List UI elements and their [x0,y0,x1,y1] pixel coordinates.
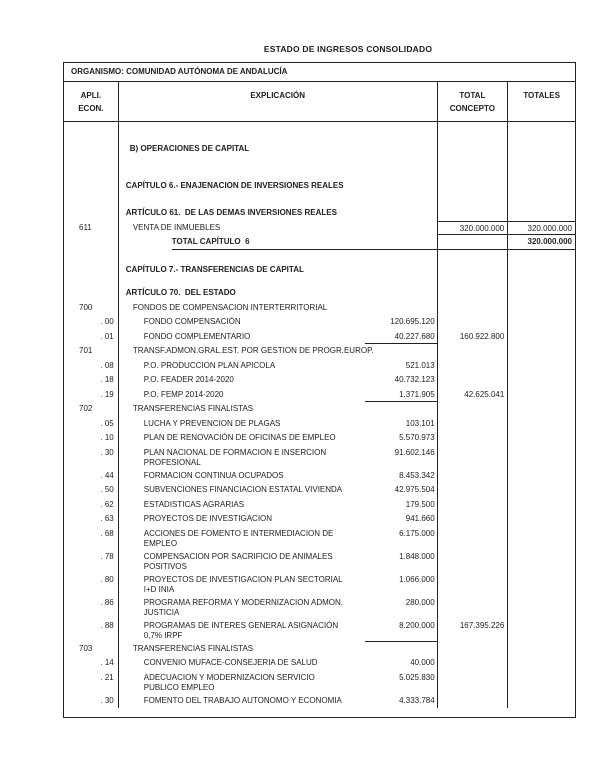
row-detail-amount: 103.101 [405,418,435,428]
spacer-row [64,157,575,179]
row-code [64,573,118,596]
table-row [64,263,575,278]
row-detail-amount: 8.453.342 [399,470,435,480]
row-concepto-value: 160.922.800 [459,331,505,341]
row-explicacion [118,277,437,286]
row-explicacion [118,373,437,388]
row-code-text: . 30 [100,447,114,457]
table-row [64,179,575,194]
row-explicacion [118,157,437,179]
row-concepto-amount [437,179,508,194]
row-explicacion [118,301,437,316]
table-row [64,527,575,550]
row-code [64,656,118,671]
row-text: COMPENSACION POR SACRIFICIO DE ANIMALES POSITIVOS [143,551,335,571]
row-text: ACCIONES DE FOMENTO E INTERMEDIACION DE EMPLEO [143,528,336,548]
row-text: CAPÍTULO 6.- ENAJENACION DE INVERSIONES REALES [125,180,344,190]
row-code [64,315,118,330]
row-totales-amount [507,619,575,642]
row-concepto-amount [437,359,508,374]
table-row [64,642,575,657]
table-row [64,671,575,694]
spacer-row [64,277,575,286]
row-explicacion [118,315,437,330]
row-detail-amount: 941.660 [405,514,435,523]
row-text: PROGRAMAS DE INTERES GENERAL ASIGNACIÓN 0,7% IRPF [143,620,341,640]
row-code-text: . 50 [100,485,114,494]
row-totales-amount [507,402,575,417]
row-explicacion [118,694,437,709]
row-explicacion [118,359,437,374]
column-header-apli-econ [64,82,118,121]
table-body [64,122,575,717]
row-detail-amount: 5.025.830 [399,672,435,682]
row-code-text: . 62 [100,499,114,509]
row-text: FOMENTO DEL TRABAJO AUTONOMO Y ECONOMIA [143,695,342,705]
table-row [64,550,575,573]
row-code-text: . 30 [100,695,114,705]
row-explicacion [118,642,437,657]
column-headers [64,82,575,122]
row-explicacion [118,431,437,446]
row-concepto-amount [437,193,508,206]
row-totales-amount [507,263,575,278]
table-row [64,315,575,330]
column-header-total-concepto [437,82,508,121]
row-totales-amount [507,277,575,286]
row-code [64,142,118,157]
row-code [64,498,118,513]
row-totales-amount [507,694,575,709]
document-title: ESTADO DE INGRESOS CONSOLIDADO [263,44,433,54]
row-code-text: . 01 [100,331,114,341]
row-detail-amount: 8.200.000 [399,620,435,630]
table-row [64,301,575,316]
row-text: PLAN NACIONAL DE FORMACION E INSERCION PROFESIONAL [143,447,329,467]
row-concepto-amount [437,122,508,142]
row-code-text: . 05 [100,418,114,428]
row-totales-amount [507,656,575,671]
row-concepto-amount [437,315,508,330]
row-text: PROGRAMA REFORMA Y MODERNIZACION ADMON. JUSTICIA [143,597,346,617]
column-header-concepto-line1: TOTAL [459,91,486,100]
row-text: ARTÍCULO 61. DE LAS DEMAS INVERSIONES REALES [125,208,337,217]
row-code-text: 611 [79,222,92,232]
row-totales-amount [507,483,575,498]
table-row [64,498,575,513]
row-code-text: . 08 [100,360,114,370]
table-row [64,359,575,374]
row-totales-value: 320.000.000 [527,237,573,246]
row-totales-amount [507,596,575,619]
column-header-apli-line2: ECON. [78,104,104,113]
row-code-text: . 88 [100,620,114,630]
row-text: PROYECTOS DE INVESTIGACION [143,514,273,523]
row-totales-amount [507,142,575,157]
table-row [64,330,575,345]
row-concepto-amount [437,656,508,671]
row-text: PROYECTOS DE INVESTIGACION PLAN SECTORIAL I+D INIA [143,574,345,594]
column-header-explicacion: EXPLICACIÓN [118,82,437,121]
row-explicacion [118,483,437,498]
table-row [64,469,575,484]
row-code [64,250,118,263]
row-text: FONDOS DE COMPENSACION INTERTERRITORIAL [132,302,328,312]
row-totales-amount [507,446,575,469]
row-code [64,402,118,417]
row-explicacion [118,512,437,527]
row-explicacion [118,596,437,619]
row-explicacion [118,193,437,206]
row-concepto-amount [437,431,508,446]
row-totales-amount [507,330,575,345]
row-text: ESTADISTICAS AGRARIAS [143,499,245,509]
row-code-text: . 44 [100,470,114,480]
row-concepto-amount [437,573,508,596]
table-row [64,221,575,236]
row-concepto-amount [437,206,508,221]
row-totales-amount [507,373,575,388]
row-concepto-amount [437,694,508,709]
row-concepto-amount [437,642,508,657]
row-totales-amount [507,417,575,432]
row-concepto-amount [437,671,508,694]
row-text: CONVENIO MUFACE-CONSEJERIA DE SALUD [143,658,318,667]
row-totales-amount [507,527,575,550]
row-totales-amount [507,221,575,236]
row-totales-amount [507,573,575,596]
row-detail-amount: 91.602.146 [394,447,435,457]
row-code [64,263,118,278]
row-explicacion [118,573,437,596]
row-concepto-amount [437,619,508,642]
row-totales-amount [507,431,575,446]
row-text: P.O. FEMP 2014-2020 [143,389,224,399]
row-totales-amount [507,359,575,374]
row-code [64,469,118,484]
row-code [64,446,118,469]
row-text: FORMACION CONTINUA OCUPADOS [143,470,284,480]
row-concepto-amount [437,402,508,417]
row-concepto-amount [437,469,508,484]
row-totales-amount [507,122,575,142]
row-code [64,193,118,206]
row-code-text: . 21 [100,672,114,682]
table-row [64,206,575,221]
row-explicacion [118,619,437,642]
table-row [64,417,575,432]
row-explicacion [118,142,437,157]
row-text: SUBVENCIONES FINANCIACION ESTATAL VIVIENDA [143,485,343,494]
table-row [64,619,575,642]
row-detail-amount: 5.570.973 [399,433,435,442]
row-concepto-amount [437,498,508,513]
row-code-text: . 14 [100,658,114,667]
table-row [64,373,575,388]
table-row [64,446,575,469]
row-totales-amount [507,550,575,573]
row-totales-amount [507,671,575,694]
table-row [64,286,575,301]
spacer-row [64,250,575,263]
row-explicacion [118,527,437,550]
row-text: CAPÍTULO 7.- TRANSFERENCIAS DE CAPITAL [125,264,304,274]
row-text: LUCHA Y PREVENCION DE PLAGAS [143,418,281,428]
row-totales-amount [507,235,575,250]
row-concepto-amount [437,512,508,527]
row-explicacion [118,221,437,236]
row-explicacion [118,388,437,403]
row-explicacion [118,250,437,263]
row-concepto-amount [437,263,508,278]
row-detail-amount: 4.333.784 [399,695,435,705]
column-header-apli-line1: APLI. [80,91,102,100]
table-row [64,142,575,157]
table-row [64,344,575,359]
row-code-text: . 00 [100,317,114,326]
row-explicacion [118,469,437,484]
row-code-text: . 86 [100,597,114,607]
row-code [64,330,118,345]
row-concepto-amount [437,344,508,359]
row-detail-amount: 42.975.504 [394,485,435,494]
row-concepto-amount [437,277,508,286]
income-table [63,62,576,718]
row-detail-amount: 40.732.123 [394,375,435,384]
row-totales-amount [507,388,575,403]
spacer-row [64,122,575,142]
row-text: TRANSFERENCIAS FINALISTAS [132,404,254,413]
row-detail-amount: 40.227.680 [394,331,435,341]
row-text: ADECUACION Y MODERNIZACION SERVICIO PUBLICO EMPLEO [143,672,318,692]
table-row [64,235,575,250]
row-code [64,694,118,709]
row-totales-amount [507,301,575,316]
organismo-header: ORGANISMO: COMUNIDAD AUTÓNOMA DE ANDALUCÍA [64,63,575,82]
row-code [64,206,118,221]
row-text: FONDO COMPENSACIÓN [143,317,241,326]
row-concepto-value: 167.395.226 [459,620,505,630]
row-explicacion [118,550,437,573]
table-row [64,512,575,527]
row-detail-amount: 1.848.000 [399,551,435,561]
row-totales-amount [507,642,575,657]
row-code-text: . 68 [100,528,114,538]
row-text: VENTA DE INMUEBLES [132,222,221,232]
row-totales-amount [507,179,575,194]
row-code-text: . 18 [100,375,114,384]
row-concepto-amount [437,550,508,573]
row-code [64,344,118,359]
row-code-text: 702 [79,404,93,413]
row-explicacion [118,671,437,694]
row-code [64,301,118,316]
row-code [64,483,118,498]
row-concepto-amount [437,250,508,263]
table-row [64,656,575,671]
row-totales-amount [507,206,575,221]
spacer-row [64,193,575,206]
row-concepto-value: 320.000.000 [459,223,505,233]
row-totales-value: 320.000.000 [527,223,572,233]
row-totales-amount [507,250,575,263]
row-totales-amount [507,469,575,484]
row-concepto-amount [437,235,508,250]
row-code-text: 701 [79,346,93,355]
row-explicacion [118,179,437,194]
table-row [64,596,575,619]
row-totales-amount [507,512,575,527]
row-concepto-amount [437,301,508,316]
table-row [64,431,575,446]
row-code [64,431,118,446]
row-code-text: 700 [79,302,93,312]
row-code [64,221,118,236]
row-code [64,122,118,142]
row-text: B) OPERACIONES DE CAPITAL [129,144,250,153]
row-totales-amount [507,498,575,513]
row-explicacion [118,235,437,250]
row-explicacion [118,286,437,301]
table-row [64,402,575,417]
row-text: PLAN DE RENOVACIÓN DE OFICINAS DE EMPLEO [143,433,336,442]
row-code [64,550,118,573]
row-concepto-amount [437,373,508,388]
row-totales-amount [507,315,575,330]
table-row [64,694,575,709]
row-code-text: . 19 [100,389,114,399]
row-code [64,671,118,694]
row-detail-amount: 1.066.000 [399,574,435,584]
row-detail-amount: 120.695.120 [390,317,435,326]
row-text: P.O. PRODUCCION PLAN APICOLA [143,360,276,370]
table-row [64,483,575,498]
row-explicacion [118,122,437,142]
row-text: ARTÍCULO 70. DEL ESTADO [125,288,236,297]
row-totales-amount [507,193,575,206]
row-concepto-amount [437,596,508,619]
row-code-text: . 78 [100,551,114,561]
row-concepto-amount [437,483,508,498]
row-code [64,619,118,642]
row-text: P.O. FEADER 2014-2020 [143,375,234,384]
row-concepto-value: 42.625.041 [464,389,505,399]
row-code [64,512,118,527]
column-header-totales: TOTALES [507,82,575,121]
row-code [64,417,118,432]
row-code [64,642,118,657]
row-concepto-amount [437,388,508,403]
row-code [64,388,118,403]
row-detail-amount: 40.000 [410,658,435,667]
row-code [64,596,118,619]
row-explicacion [118,498,437,513]
row-text: TRANSF.ADMON.GRAL.EST. POR GESTION DE PROGR.EUROP. [132,346,374,355]
table-row [64,573,575,596]
row-explicacion [118,417,437,432]
row-code [64,373,118,388]
row-detail-amount: 521.013 [405,360,435,370]
row-explicacion [118,656,437,671]
row-explicacion [118,330,437,345]
row-explicacion [118,446,437,469]
row-code-text: . 80 [100,574,114,584]
row-code [64,277,118,286]
row-concepto-amount [437,527,508,550]
row-code [64,359,118,374]
row-totales-amount [507,286,575,301]
row-text: FONDO COMPLEMENTARIO [143,331,251,341]
table-row [64,388,575,403]
row-concepto-amount [437,221,508,236]
row-explicacion [118,206,437,221]
row-code [64,179,118,194]
row-code [64,527,118,550]
column-header-concepto-line2: CONCEPTO [449,104,495,113]
row-explicacion [118,402,437,417]
row-text: TRANSFERENCIAS FINALISTAS [132,643,254,653]
row-detail-amount: 6.175.000 [399,528,435,538]
row-concepto-amount [437,446,508,469]
row-detail-amount: 1.371.905 [399,389,435,399]
row-explicacion [118,344,437,359]
row-code [64,235,118,250]
row-detail-amount: 280.000 [405,597,435,607]
row-code [64,157,118,179]
row-code-text: 703 [79,643,93,653]
row-code [64,286,118,301]
row-totales-amount [507,157,575,179]
row-concepto-amount [437,157,508,179]
row-text: TOTAL CAPÍTULO 6 [171,237,250,246]
row-concepto-amount [437,330,508,345]
row-concepto-amount [437,286,508,301]
row-explicacion [118,263,437,278]
row-code-text: . 63 [100,514,114,523]
row-totales-amount [507,344,575,359]
row-concepto-amount [437,417,508,432]
row-detail-amount: 179.500 [405,499,435,509]
row-concepto-amount [437,142,508,157]
row-code-text: . 10 [100,433,114,442]
